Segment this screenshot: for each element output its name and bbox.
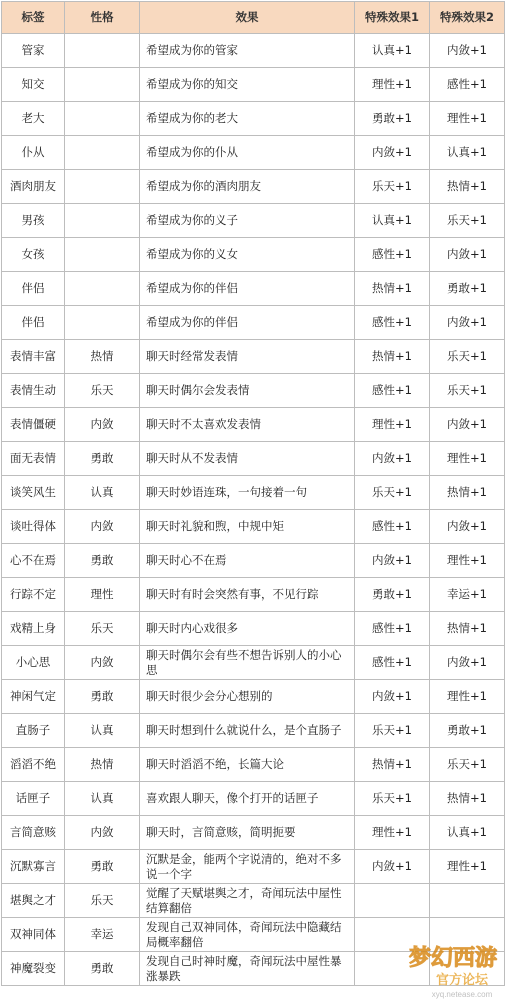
- cell-effect: 聊天时礼貌和煦，中规中矩: [140, 510, 355, 544]
- table-row: [2, 850, 505, 884]
- cell-effect: 聊天时有时会突然有事，不见行踪: [140, 578, 355, 612]
- column-header-tag: 标签: [2, 2, 65, 34]
- cell-special1: 感性+1: [355, 646, 430, 680]
- cell-special1: 热情+1: [355, 748, 430, 782]
- cell-effect: 沉默是金，能两个字说清的，绝对不多说一个字: [140, 850, 355, 884]
- cell-tag: 谈笑风生: [2, 476, 65, 510]
- cell-tag: 小心思: [2, 646, 65, 680]
- cell-trait: 内敛: [65, 646, 140, 680]
- cell-special2: 热情+1: [430, 612, 505, 646]
- cell-tag: 沉默寡言: [2, 850, 65, 884]
- cell-effect: 喜欢跟人聊天，像个打开的话匣子: [140, 782, 355, 816]
- cell-effect: 聊天时不太喜欢发表情: [140, 408, 355, 442]
- cell-trait: [65, 170, 140, 204]
- cell-special2: 勇敢+1: [430, 714, 505, 748]
- cell-tag: 男孩: [2, 204, 65, 238]
- table-row: [2, 714, 505, 748]
- cell-special2: 热情+1: [430, 782, 505, 816]
- cell-special2: 内敛+1: [430, 238, 505, 272]
- cell-effect: 聊天时很少会分心想别的: [140, 680, 355, 714]
- column-header-effect: 效果: [140, 2, 355, 34]
- cell-tag: 仆从: [2, 136, 65, 170]
- cell-effect: 聊天时内心戏很多: [140, 612, 355, 646]
- cell-trait: 认真: [65, 782, 140, 816]
- cell-trait: 认真: [65, 714, 140, 748]
- cell-effect: 希望成为你的义子: [140, 204, 355, 238]
- cell-trait: [65, 272, 140, 306]
- cell-special2: 内敛+1: [430, 408, 505, 442]
- cell-trait: [65, 34, 140, 68]
- cell-tag: 谈吐得体: [2, 510, 65, 544]
- cell-trait: 理性: [65, 578, 140, 612]
- column-header-trait: 性格: [65, 2, 140, 34]
- cell-tag: 管家: [2, 34, 65, 68]
- cell-special2: 理性+1: [430, 850, 505, 884]
- cell-trait: 乐天: [65, 374, 140, 408]
- table-row: [2, 374, 505, 408]
- cell-effect: 发现自己时神时魔，奇闻玩法中屋性暴涨暴跌: [140, 952, 355, 986]
- cell-trait: 勇敢: [65, 442, 140, 476]
- cell-tag: 表情僵硬: [2, 408, 65, 442]
- cell-tag: 双神同体: [2, 918, 65, 952]
- cell-special1: 内敛+1: [355, 442, 430, 476]
- header-row: [2, 2, 505, 34]
- cell-effect: 希望成为你的酒肉朋友: [140, 170, 355, 204]
- cell-effect: 希望成为你的知交: [140, 68, 355, 102]
- cell-special2: 内敛+1: [430, 34, 505, 68]
- table-row: [2, 408, 505, 442]
- cell-tag: 滔滔不绝: [2, 748, 65, 782]
- cell-special2: 内敛+1: [430, 646, 505, 680]
- cell-trait: [65, 102, 140, 136]
- cell-effect: 聊天时妙语连珠，一句接着一句: [140, 476, 355, 510]
- cell-tag: 直肠子: [2, 714, 65, 748]
- table-row: [2, 340, 505, 374]
- cell-effect: 希望成为你的义女: [140, 238, 355, 272]
- cell-special2: 幸运+1: [430, 578, 505, 612]
- cell-special1: 内敛+1: [355, 136, 430, 170]
- cell-trait: 热情: [65, 340, 140, 374]
- table-row: [2, 136, 505, 170]
- table-row: [2, 68, 505, 102]
- cell-effect: 聊天时滔滔不绝，长篇大论: [140, 748, 355, 782]
- cell-effect: 聊天时经常发表情: [140, 340, 355, 374]
- cell-special2: 理性+1: [430, 544, 505, 578]
- cell-special2: 内敛+1: [430, 306, 505, 340]
- table-row: [2, 680, 505, 714]
- cell-trait: 认真: [65, 476, 140, 510]
- cell-special1: 热情+1: [355, 340, 430, 374]
- cell-special1: 勇敢+1: [355, 578, 430, 612]
- cell-special1: 乐天+1: [355, 476, 430, 510]
- cell-special2: 内敛+1: [430, 510, 505, 544]
- cell-special2: 感性+1: [430, 68, 505, 102]
- cell-trait: 勇敢: [65, 952, 140, 986]
- cell-special2: 乐天+1: [430, 748, 505, 782]
- cell-tag: 表情丰富: [2, 340, 65, 374]
- cell-tag: 行踪不定: [2, 578, 65, 612]
- cell-trait: 内敛: [65, 408, 140, 442]
- cell-trait: 内敛: [65, 816, 140, 850]
- table-row: [2, 272, 505, 306]
- cell-trait: [65, 306, 140, 340]
- cell-special2: [430, 884, 505, 918]
- table-row: [2, 510, 505, 544]
- cell-tag: 戏精上身: [2, 612, 65, 646]
- cell-tag: 面无表情: [2, 442, 65, 476]
- cell-tag: 女孩: [2, 238, 65, 272]
- cell-trait: 幸运: [65, 918, 140, 952]
- cell-tag: 堪舆之才: [2, 884, 65, 918]
- cell-special1: 理性+1: [355, 816, 430, 850]
- table-row: [2, 544, 505, 578]
- cell-special2: 乐天+1: [430, 374, 505, 408]
- cell-special1: 感性+1: [355, 510, 430, 544]
- cell-effect: 聊天时偶尔会有些不想告诉别人的小心思: [140, 646, 355, 680]
- cell-tag: 话匣子: [2, 782, 65, 816]
- cell-special2: 认真+1: [430, 816, 505, 850]
- table-row: [2, 238, 505, 272]
- cell-tag: 表情生动: [2, 374, 65, 408]
- cell-special1: 感性+1: [355, 306, 430, 340]
- cell-trait: 乐天: [65, 884, 140, 918]
- cell-trait: 勇敢: [65, 544, 140, 578]
- cell-trait: [65, 68, 140, 102]
- table-row: [2, 476, 505, 510]
- cell-special1: 勇敢+1: [355, 102, 430, 136]
- cell-special2: 理性+1: [430, 442, 505, 476]
- cell-trait: 热情: [65, 748, 140, 782]
- table-row: [2, 306, 505, 340]
- cell-effect: 聊天时，言简意赅，简明扼要: [140, 816, 355, 850]
- cell-special1: 乐天+1: [355, 170, 430, 204]
- cell-special1: 内敛+1: [355, 544, 430, 578]
- cell-special1: 感性+1: [355, 238, 430, 272]
- cell-special2: 乐天+1: [430, 204, 505, 238]
- cell-special2: 理性+1: [430, 102, 505, 136]
- cell-effect: 聊天时从不发表情: [140, 442, 355, 476]
- cell-effect: 希望成为你的伴侣: [140, 272, 355, 306]
- cell-tag: 神魔裂变: [2, 952, 65, 986]
- table-row: [2, 578, 505, 612]
- cell-effect: 聊天时心不在焉: [140, 544, 355, 578]
- cell-special1: 理性+1: [355, 408, 430, 442]
- cell-tag: 心不在焉: [2, 544, 65, 578]
- cell-special1: 热情+1: [355, 272, 430, 306]
- cell-trait: 勇敢: [65, 680, 140, 714]
- table-row: [2, 816, 505, 850]
- cell-trait: [65, 204, 140, 238]
- table-row: [2, 442, 505, 476]
- table-body: [2, 34, 505, 986]
- table-row: [2, 204, 505, 238]
- cell-effect: 聊天时偶尔会发表情: [140, 374, 355, 408]
- table-row: [2, 782, 505, 816]
- table-row: [2, 102, 505, 136]
- cell-tag: 神闲气定: [2, 680, 65, 714]
- cell-trait: [65, 238, 140, 272]
- watermark-line2: 官方论坛: [435, 972, 489, 987]
- cell-tag: 老大: [2, 102, 65, 136]
- cell-trait: 内敛: [65, 510, 140, 544]
- cell-effect: 希望成为你的仆从: [140, 136, 355, 170]
- cell-tag: 酒肉朋友: [2, 170, 65, 204]
- cell-tag: 伴侣: [2, 306, 65, 340]
- cell-tag: 伴侣: [2, 272, 65, 306]
- cell-special2: 热情+1: [430, 170, 505, 204]
- cell-special1: 感性+1: [355, 374, 430, 408]
- table-row: [2, 646, 505, 680]
- table-row: [2, 170, 505, 204]
- cell-special2: 勇敢+1: [430, 272, 505, 306]
- table-row: [2, 884, 505, 918]
- cell-special1: 认真+1: [355, 34, 430, 68]
- cell-effect: 聊天时想到什么就说什么，是个直肠子: [140, 714, 355, 748]
- cell-effect: 希望成为你的管家: [140, 34, 355, 68]
- cell-special2: 热情+1: [430, 476, 505, 510]
- cell-special2: 认真+1: [430, 136, 505, 170]
- cell-special1: 乐天+1: [355, 782, 430, 816]
- trait-table: [1, 1, 505, 986]
- column-header-special2: 特殊效果2: [430, 2, 505, 34]
- table-row: [2, 34, 505, 68]
- cell-special2: 理性+1: [430, 680, 505, 714]
- cell-special1: 认真+1: [355, 204, 430, 238]
- cell-trait: 勇敢: [65, 850, 140, 884]
- cell-special1: 乐天+1: [355, 714, 430, 748]
- cell-trait: 乐天: [65, 612, 140, 646]
- watermark-line3: xyq.netease.com: [431, 990, 493, 999]
- cell-special1: 内敛+1: [355, 850, 430, 884]
- cell-effect: 希望成为你的伴侣: [140, 306, 355, 340]
- cell-effect: 发现自己双神同体，奇闻玩法中隐藏结局概率翻倍: [140, 918, 355, 952]
- column-header-special1: 特殊效果1: [355, 2, 430, 34]
- cell-special2: 乐天+1: [430, 340, 505, 374]
- cell-special1: [355, 884, 430, 918]
- cell-special1: 内敛+1: [355, 680, 430, 714]
- cell-tag: 言简意赅: [2, 816, 65, 850]
- cell-special1: 感性+1: [355, 612, 430, 646]
- watermark-logo: [400, 939, 506, 1001]
- cell-trait: [65, 136, 140, 170]
- table-row: [2, 612, 505, 646]
- cell-special1: 理性+1: [355, 68, 430, 102]
- cell-effect: 觉醒了天赋堪舆之才，奇闻玩法中屋性结算翻倍: [140, 884, 355, 918]
- watermark-line1: 梦幻西游: [408, 945, 498, 970]
- cell-tag: 知交: [2, 68, 65, 102]
- table-row: [2, 748, 505, 782]
- cell-effect: 希望成为你的老大: [140, 102, 355, 136]
